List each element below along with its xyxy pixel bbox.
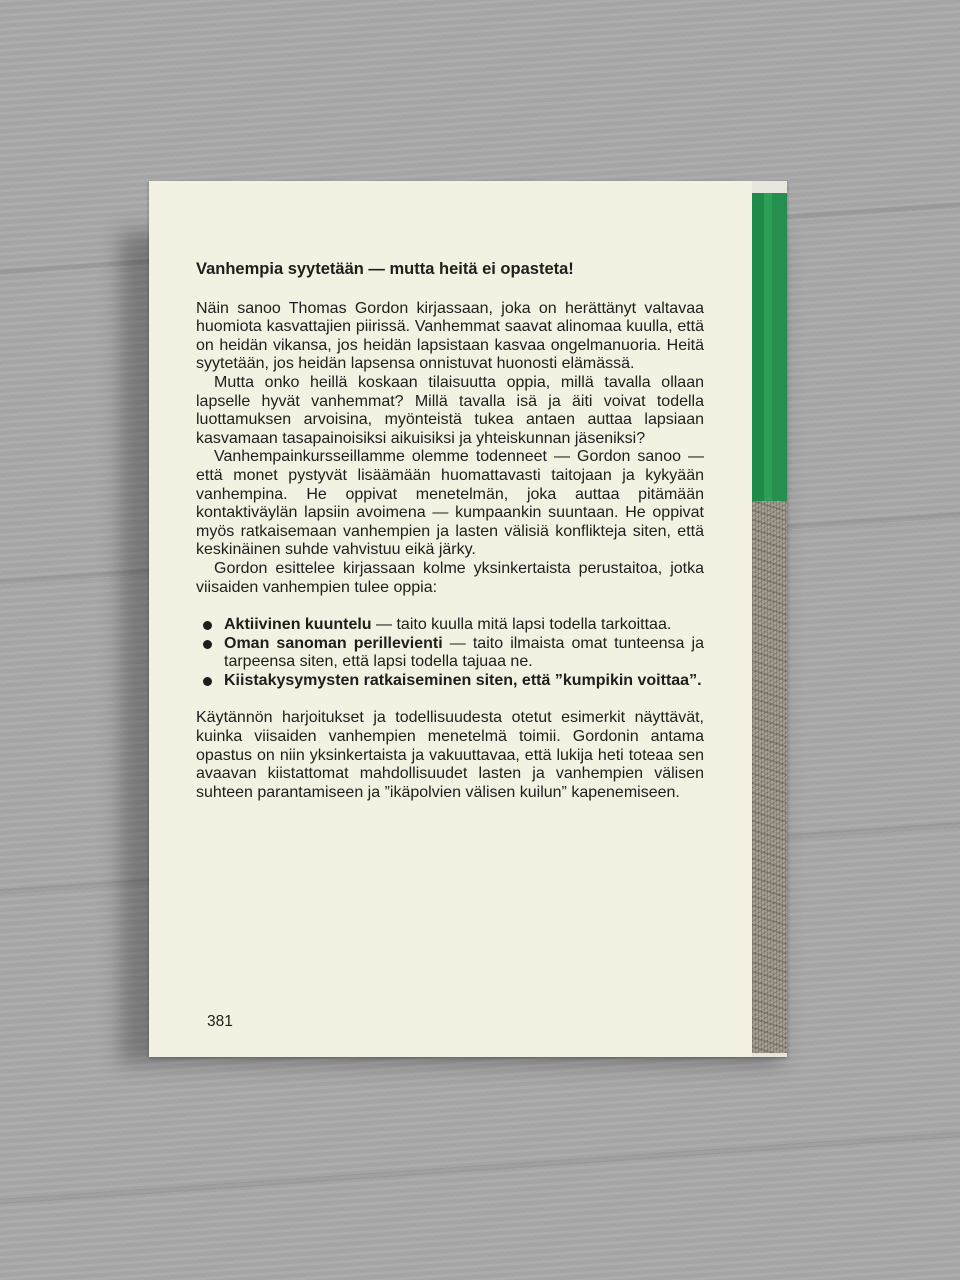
spine-cap [752,181,787,193]
skill-description: — taito kuulla mitä lapsi todella tarkoittaa. [371,616,672,634]
skill-name: Oman sanoman perillevienti [224,634,443,652]
bullet-icon [203,621,212,630]
spine-bottom-edge [752,1053,787,1057]
list-item [196,635,704,672]
skill-name: Aktiivinen kuuntelu [224,616,372,634]
paragraph-4: Gordon esittelee kirjassaan kolme yksinkertaista perustaitoa, jotka viisaiden vanhempien tulee oppia: [196,559,704,596]
page-number: 381 [207,1013,233,1030]
blurb-text [196,260,704,802]
skills-list [196,616,704,690]
back-cover-page [149,181,752,1057]
spine-green-band [752,181,787,501]
blurb-title: Vanhempia syytetään — mutta heitä ei opasteta! [196,260,574,278]
skill-name: Kiistakysymysten ratkaiseminen siten, että ”kumpikin voittaa”. [224,671,702,689]
paragraph-2: Mutta onko heillä koskaan tilaisuutta oppia, millä tavalla ollaan lapselle hyvät vanhemmat? Millä tavalla isä ja äiti voivat todella luottamuksen arvoisina, myönteistä tukea antaen auttaa lapsiaan kasvamaan tasapainoisiksi aikuisiksi ja yhteiskunnan jäseniksi? [196,373,704,447]
book-spine [752,181,787,1057]
paragraph-1: Näin sanoo Thomas Gordon kirjassaan, joka on herättänyt valtavaa huomiota kasvattajien piirissä. Vanhemmat saavat alinomaa kuulla, että on heidän vikansa, jos heidän lapsistaan kasvaa ongelmanuoria. Heitä syytetään, jos heidän lapsensa onnistuvat huonosti elämässä. [196,299,704,373]
list-item [196,616,704,635]
skill-description: — taito ilmaista omat tunteensa ja tarpeensa siten, että lapsi todella tajuaa ne. [224,634,704,671]
bullet-icon [203,640,212,649]
closing-paragraph: Käytännön harjoitukset ja todellisuudesta otetut esimerkit näyttävät, kuinka viisaiden vanhempien menetelmä toimii. Gordonin antama opastus on niin yksinkertaista ja vakuuttavaa, että lukija heti toteaa sen avaavan kiistattomat mahdollisuudet lasten ja vanhempien välisen suhteen parantamiseen ja ”ikäpolvien välisen kuilun” kapenemiseen. [196,709,704,801]
list-item [196,672,704,691]
paragraph-3: Vanhempainkursseillamme olemme todenneet — Gordon sanoo — että monet pystyvät lisäämään huomattavasti taitojaan ja kykyään vanhempina. He oppivat menetelmän, joka auttaa pitämään kontaktiväylän lapsiin avoimena — kumpaankin suuntaan. He oppivat myös ratkaisemaan vanhempien ja lasten välisiä konflikteja siten, että keskinäinen suhde vahvistuu eikä järky. [196,448,704,559]
bullet-icon [203,677,212,686]
book-back-cover [149,181,787,1057]
